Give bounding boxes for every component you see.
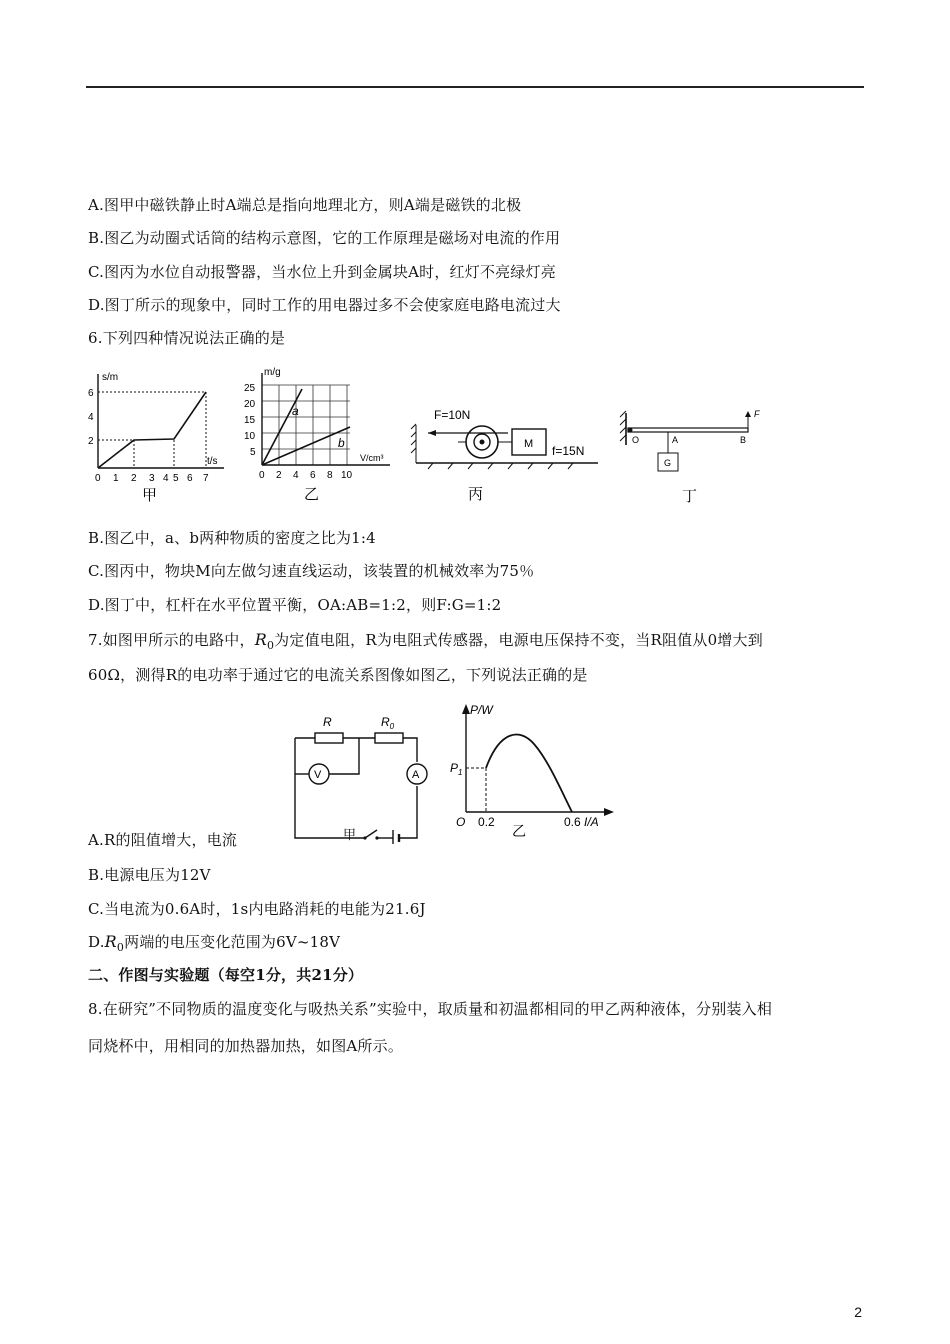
- fig7-jia-caption: 甲: [343, 828, 357, 843]
- bing-caption: 丙: [468, 486, 484, 503]
- svg-text:2: 2: [276, 470, 282, 481]
- q7-stem-line2: 60Ω，测得R的电功率于通过它的电流关系图像如图乙，下列说法正确的是: [88, 666, 588, 684]
- header-rule: [86, 86, 864, 88]
- svg-text:8: 8: [327, 470, 333, 481]
- q6-option-c: C.图丙中，物块M向左做匀速直线运动，该装置的机械效率为75％: [88, 562, 535, 580]
- svg-text:A: A: [672, 435, 679, 445]
- svg-text:V/cm³: V/cm³: [360, 453, 384, 463]
- svg-text:15: 15: [244, 415, 256, 426]
- svg-text:2: 2: [131, 473, 137, 484]
- svg-text:m/g: m/g: [264, 367, 281, 378]
- fig7-yi-pi-graph: [448, 700, 618, 844]
- origin-label: O: [456, 815, 466, 829]
- fig6-jia-st-graph: [84, 368, 234, 508]
- force-f-label: F=10N: [434, 408, 471, 422]
- fig7-yi-caption: 乙: [512, 823, 526, 839]
- svg-text:0: 0: [95, 473, 101, 484]
- svg-text:4: 4: [293, 470, 299, 481]
- svg-text:3: 3: [149, 473, 155, 484]
- fig6-yi-mv-graph: [240, 365, 400, 508]
- svg-text:0: 0: [259, 470, 265, 481]
- svg-text:10: 10: [244, 431, 256, 442]
- q8-stem-line1: 8.在研究”不同物质的温度变化与吸热关系”实验中，取质量和初温都相同的甲乙两种液体，分别装入相: [88, 1000, 773, 1018]
- page-number: 2: [854, 1304, 862, 1320]
- jia-caption: 甲: [142, 487, 158, 504]
- ding-caption: 丁: [682, 488, 698, 505]
- svg-text:4: 4: [88, 412, 94, 423]
- fig6-ding-lever: [614, 405, 774, 508]
- ylabel: P/W: [470, 703, 493, 717]
- q6-option-b: B.图乙中，a、b两种物质的密度之比为1:4: [88, 529, 376, 547]
- svg-text:4: 4: [163, 473, 169, 484]
- x-tick-02: 0.2: [478, 815, 495, 829]
- svg-text:6: 6: [88, 388, 94, 399]
- q7-option-a: A.R的阻值增大，电流: [88, 831, 238, 849]
- q6-option-d: D.图丁中，杠杆在水平位置平衡，OA:AB=1:2，则F:G=1:2: [88, 596, 502, 614]
- voltmeter-label: V: [314, 769, 322, 781]
- svg-text:1: 1: [113, 473, 119, 484]
- svg-text:2: 2: [88, 436, 94, 447]
- svg-text:O: O: [632, 435, 640, 445]
- svg-text:10: 10: [341, 470, 353, 481]
- block-m: M: [524, 438, 534, 450]
- svg-text:6: 6: [187, 473, 193, 484]
- svg-text:25: 25: [244, 383, 256, 394]
- q6-stem: 6.下列四种情况说法正确的是: [88, 329, 286, 347]
- yi-caption: 乙: [304, 486, 320, 503]
- jia-ylabel: s/m: [102, 372, 119, 383]
- xlabel: I/A: [584, 815, 599, 829]
- r0-symbol: $R_0$: [254, 630, 275, 653]
- x-tick-06: 0.6: [564, 815, 581, 829]
- q5-option-a: A.图甲中磁铁静止时A端总是指向地理北方，则A端是磁铁的北极: [88, 196, 522, 214]
- fig7-jia-circuit: [285, 702, 435, 844]
- friction-label: f=15N: [552, 444, 585, 458]
- line-b-label: b: [338, 436, 345, 450]
- q7-option-c: C.当电流为0.6A时，1s内电路消耗的电能为21.6J: [88, 900, 426, 918]
- svg-text:5: 5: [250, 447, 256, 458]
- q7-option-d: $D.R_0$两端的电压变化范围为6V~18V: [88, 932, 341, 955]
- section-2-heading: 二、作图与实验题（每空1分，共21分）: [88, 966, 364, 984]
- p1-label: $P_1$: [450, 761, 463, 777]
- resistor-r-label: R: [323, 715, 332, 729]
- svg-text:20: 20: [244, 399, 256, 410]
- jia-xlabel: t/s: [207, 456, 218, 467]
- q5-option-b: B.图乙为动圈式话筒的结构示意图，它的工作原理是磁场对电流的作用: [88, 229, 561, 247]
- svg-text:B: B: [740, 435, 747, 445]
- resistor-r0-label: $R_0$: [381, 715, 395, 731]
- line-a-label: a: [292, 404, 299, 418]
- q8-stem-line2: 同烧杯中，用相同的加热器加热，如图A所示。: [88, 1037, 404, 1055]
- q7-option-b: B.电源电压为12V: [88, 866, 211, 884]
- ammeter-label: A: [412, 769, 420, 781]
- weight-g: G: [664, 458, 672, 468]
- fig6-bing-pulley: [408, 395, 608, 508]
- svg-text:7: 7: [203, 473, 209, 484]
- svg-text:F: F: [754, 409, 760, 419]
- q5-option-c: C.图丙为水位自动报警器，当水位上升到金属块A时，红灯不亮绿灯亮: [88, 263, 556, 281]
- q5-option-d: D.图丁所示的现象中，同时工作的用电器过多不会使家庭电路电流过大: [88, 296, 561, 314]
- q7-stem-line1: 7.如图甲所示的电路中，$R_0$为定值电阻，R为电阻式传感器，电源电压保持不变，当R阻值从0增大到: [88, 630, 763, 653]
- svg-text:5: 5: [173, 473, 179, 484]
- svg-text:6: 6: [310, 470, 316, 481]
